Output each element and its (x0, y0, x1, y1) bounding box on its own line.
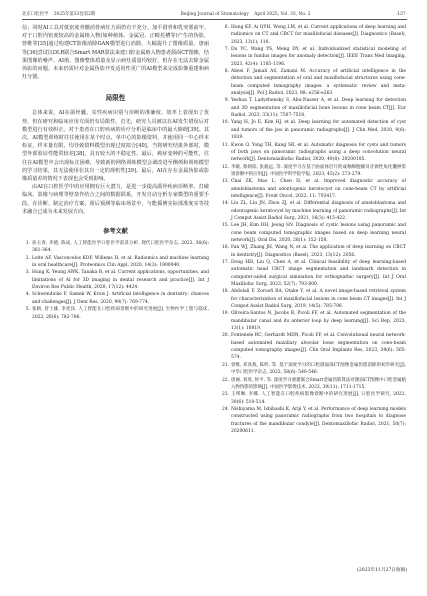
references-list-left (22, 240, 209, 321)
right-column (220, 24, 406, 435)
reference-number: 21. (221, 362, 229, 368)
reference-number: 20. (221, 333, 229, 339)
reference-number: 18. (221, 289, 229, 295)
reference-text: 张朝, 曾士雄, 李宪泽. 人工智能在口腔疾病诊断中的研究进展[J]. 生物医学工程与临床, 2022, 26(6): 782-786. (32, 307, 209, 320)
reference-item (220, 178, 406, 200)
reference-item (220, 24, 406, 46)
reference-number: 24. (221, 406, 229, 412)
reference-item (220, 200, 406, 222)
reference-number: 1. (25, 241, 30, 247)
reference-item (220, 406, 406, 435)
reference-number: 19. (221, 311, 229, 317)
reference-item (220, 97, 406, 119)
left-column (22, 24, 209, 321)
reference-number: 2. (25, 255, 30, 261)
reference-text: Leite AF, Vasconcelos KDF, Willems H, et al. Radiomics and machine learning in oral healthcare[J]. Proteomics Clin Appl, 2020, 14(3): 1900040. (32, 255, 209, 269)
reference-number: 10. (221, 120, 229, 126)
reference-number: 6. (224, 25, 229, 30)
reference-item (22, 269, 209, 291)
issue-cn: 2025年第33卷第2期 (53, 12, 96, 17)
reference-text: Liu ZL, Liu JN, Zhou ZJ, et al. Differential diagnosis of ameloblastoma and odontogenic keratocyst by machine learning of panoramic radiographs[J]. Int J Comput Assist Radiol Surg, 2021, 16(3): 415-422. (231, 201, 406, 221)
running-header (22, 9, 407, 19)
reference-item (220, 310, 406, 332)
reference-text: Abesi F, Jamali AS, Zamani M. Accuracy of artificial intelligence in the detection and segmentation of oral and maxillofacial structures using cone-beam computed tomography images: a systematic review and meta-analysis[J]. Pol J Radiol, 2023, 88: e256-e263. (231, 69, 406, 97)
reference-number: 14. (221, 201, 229, 207)
reference-number: 11. (221, 142, 229, 148)
received-date: (2023年11月27日收稿) (357, 568, 407, 573)
reference-number: 16. (221, 245, 229, 251)
reference-number: 12. (221, 164, 229, 170)
reference-text: Nishiyama M, Ishibashi K, Ariji Y, et al. Performance of deep learning models constructed using panoramic radiographs from two hospitals to diagnose fractures of the mandibular condyle[J]. Dentomaxillofac Radiol, 2021, 50(7): 20200611. (231, 406, 406, 434)
reference-text: Yeshua T, Ladyzhensky S, Abu-Nasser A, et al. Deep learning for detection and 3D segmentation of maxillofacial bone lesions in cone beam CT[J]. Eur Radiol, 2023, 33(11): 7507-7518. (231, 98, 406, 119)
reference-text: Dong HH, Liu Q, Chen A, et al. Clinical feasibility of deep learning-based automatic head CBCT image segmentation and landmark detection in computer-aided surgical simulation for orthognathic surgery[J]. Int J Oral Maxillofac Surg, 2023, 52(7): 793-800. (231, 260, 406, 288)
reference-text: Oliveira-Santos N, Jacobs R, Picoli FF, et al. Automated segmentation of the mandibular canal and its anterior loop by deep learning[J]. Sci Rep, 2023, 13(1): 10819. (231, 311, 406, 332)
reference-number: 17. (221, 260, 229, 265)
reference-item (220, 288, 406, 310)
reference-text: Fontenele RC, Gerhardt MDN, Picoli FF, et al. Convolutional neural network-based automated maxillary alveolar bone segmentation on cone-beam computed tomography images[J]. Clin Oral Implants Res, 2023, 34(6): 565-574. (231, 333, 406, 361)
body-paragraph-2: 由AI在口腔医学中的应用拥有巨大潜力，是进一步提高颌骨疾病诊断率、打破临床、影像与病理等壁垒作结合之间的数据联系，开发自动分析专家模型的重要手段。在诊断、制定治疗方案、预后预测等临床场景中，与能援例实际部准度实等技术融合已成为未来发展方向。 (22, 184, 209, 215)
header-rule (22, 19, 407, 20)
reference-number: 4. (25, 292, 30, 298)
reference-text: Yang H, Jo E, Kim HJ, et al. Deep learning for automated detection of cyst and tumors of the jaw in panoramic radiographs[J]. J Clin Med, 2020, 9(6): 1839. (231, 120, 406, 141)
reference-text: Lee JH, Kim DH, Jeong SN. Diagnosis of cystic lesions using panoramic and cone beam computed tomographic images based on deep learning neural network[J]. Oral Dis, 2020, 26(1): 152-158. (231, 223, 406, 243)
reference-item (22, 240, 209, 255)
reference-item (220, 377, 406, 392)
references-list-right (220, 24, 406, 435)
reference-text: 王瑛琳, 李娜. 人工智能在口腔疾病影像诊断中的研究进展[J]. 口腔医学研究, 2022, 38(6): 510-514. (231, 392, 406, 405)
reference-number: 23. (221, 392, 229, 398)
reference-number: 15. (221, 223, 229, 229)
reference-text: 曾维, 邓真燕, 陈昕, 等. 基于深度学习的口腔颌面部CT图像金属伪影消除的初步研究[J]. 中华口腔医学杂志, 2023, 58(6): 540-546. (231, 362, 406, 376)
reference-text: Abdolali F, Zoroofi RA, Otake Y, et al. A novel image-based retrieval system for characterization of maxillofacial lesions in cone beam CT images[J]. Int J Comput Assist Radiol Surg, 2019, 14(5): 785-796. (231, 289, 406, 310)
page-number: ·137· (395, 11, 407, 17)
reference-number: 9. (224, 98, 229, 104)
reference-text: Schwendicke F, Samek W, Krois J. Artificial intelligence in dentistry: chances and challenges[J]. J Dent Res, 2020, 99(7): 769-774. (32, 292, 209, 305)
reference-number: 5. (25, 307, 30, 313)
reference-number: 22. (221, 377, 229, 383)
reference-text: Kwon O, Yong TH, Kang SR, et al. Automatic diagnosis for cysts and tumors of both jaws on panoramic radiographs using a deep convolution neural network[J]. Dentomaxillofac Radiol, 2020, 49(8): 20200185. (231, 142, 406, 163)
reference-item (220, 332, 406, 361)
reference-item (220, 142, 406, 164)
reference-number: 3. (25, 270, 30, 276)
section-title: 局限性 (105, 94, 126, 103)
reference-text: 李敏, 蔡炳阳, 张骏远, 等. 深度学习在基于曲面体层片的成釉细胞瘤及牙源性角化囊肿鉴别诊断中的应用[J]. 中国医学科学院学报, 2023, 45(2): 273-279. (231, 164, 406, 177)
reference-text: 孙玉春, 李德, 陈成, 人工智能医学口腔医学前景分析, 现代口腔医学杂志, 2022, 36(6): 361-364. (32, 241, 209, 254)
reference-number: 8. (224, 69, 229, 75)
reference-item (220, 46, 406, 68)
reference-item (22, 291, 209, 306)
reference-number: 7. (224, 47, 229, 53)
intro-paragraph: 信；同时AI工具对低密度骨髓消骨病灶方面仍有不充分、加平借骨和乳突雾前牢。对于口腔内密度较高的金属植入物(如种植体、金属冠、正畸托槽等)产生的伪影，曾维等[35]通过构建CT影像消除GAN模型进行消除，大幅提升了图像质量。唐丽等[36]尝试以DLR联合Smart MAR算法来建口腔金属植入物患者颌面CT图像，结果图像的噪声、AI值、图像整体质量及显示病灶质量均较好，但存在无法去除金属伪影的问题。未来仍需针对金属伪影开发适用性更广的AI模型来完成影像重建和病灶分割。 (22, 25, 209, 81)
reference-item (22, 255, 209, 270)
journal-name-cn: 北京口腔医学 (22, 12, 49, 17)
reference-item (220, 164, 406, 179)
reference-item (220, 259, 406, 288)
reference-item (220, 68, 406, 97)
reference-text: 唐丽, 刘瑶, 侯平, 等. 深度学习重建联合Smart金属伪影算法对颌面CT图像中口腔金属植入物伪影的影响[J]. 中国医学影像技术, 2023, 39(11): 1711-1715. (231, 377, 406, 390)
reference-item (220, 244, 406, 259)
reference-text: Fan WJ, Zhang JH, Wang N, et al. The application of deep learning on CBCT in dentistry[J]. Diagnostics (Basel), 2023, 13(12): 2056. (231, 245, 406, 258)
reference-item (22, 306, 209, 321)
header-left (22, 11, 95, 17)
reference-item (220, 222, 406, 244)
journal-name-en: Beijing Journal of Stomatology (180, 11, 249, 17)
reference-text: Du YC, Wang YS, Meng DY, et al. Individualized statistical modeling of lesions in fundus images for anomaly detection[J]. IEEE Trans Med Imaging, 2023, 42(4): 1185-1196. (231, 47, 406, 67)
body-paragraph-1: 总体来说，AI在颌骨囊、实性疾病识别与诊断的准确度、效率上表现出了优势，但在研究和临床应用方面仍有局限性。首先，研究人员被以在AI发生错误后对模型进行有效纠正。对于患者在口腔疾病的诊疗分析是临床中的最大障碍[39]。其次，AI模型训练时往往使用在某个时点、单中心的影像资料，并使用同一中心样本检证，样本量有限，均导致资料模型出现过度拟合[40]。当将研究结果外部时，模型外部验证性能常较差[38]，具有较大的不稳定性。最后，癌症变种的可能性，往往在AI模型中会出现标注困难，导致新的网络训练模型会调改进至侧颅和训练模型的学习结果，其无法使用在其有一定的现机性[39]。最后，AI在存在金属伪影或影像质量差的情况下表现也会受到影响。 (22, 110, 209, 183)
issue-en: April 2025, Vol. 33, No. 2 (254, 11, 311, 17)
reference-text: Hung KF, Ai QYH, Wong LM, et al. Current applications of deep learning and radiomics on CT and CBCT for maxillofacial diseases[J]. Diagnostics (Basel), 2023, 13(1): 110. (231, 25, 406, 45)
reference-text: Hung K, Yeung AWK, Tanaka R, et al. Current applications, opportunities, and limitations of AI for 3D imaging in dental research and practice[J]. Int J Environ Res Public Health, 2020, 17(12): 4424. (32, 270, 209, 291)
reference-text: Chai ZK, Mao L, Chen H, et al. Improved diagnostic accuracy of ameloblastoma and odontogenic keratocyst on cone-beam CT by artificial intelligence[J]. Front Oncol, 2022, 11: 793417. (231, 179, 406, 199)
reference-item (220, 391, 406, 406)
references-title: 参考文献 (103, 228, 128, 236)
reference-item (220, 362, 406, 377)
reference-number: 13. (221, 179, 229, 185)
reference-item (220, 119, 406, 141)
header-center (181, 12, 311, 17)
